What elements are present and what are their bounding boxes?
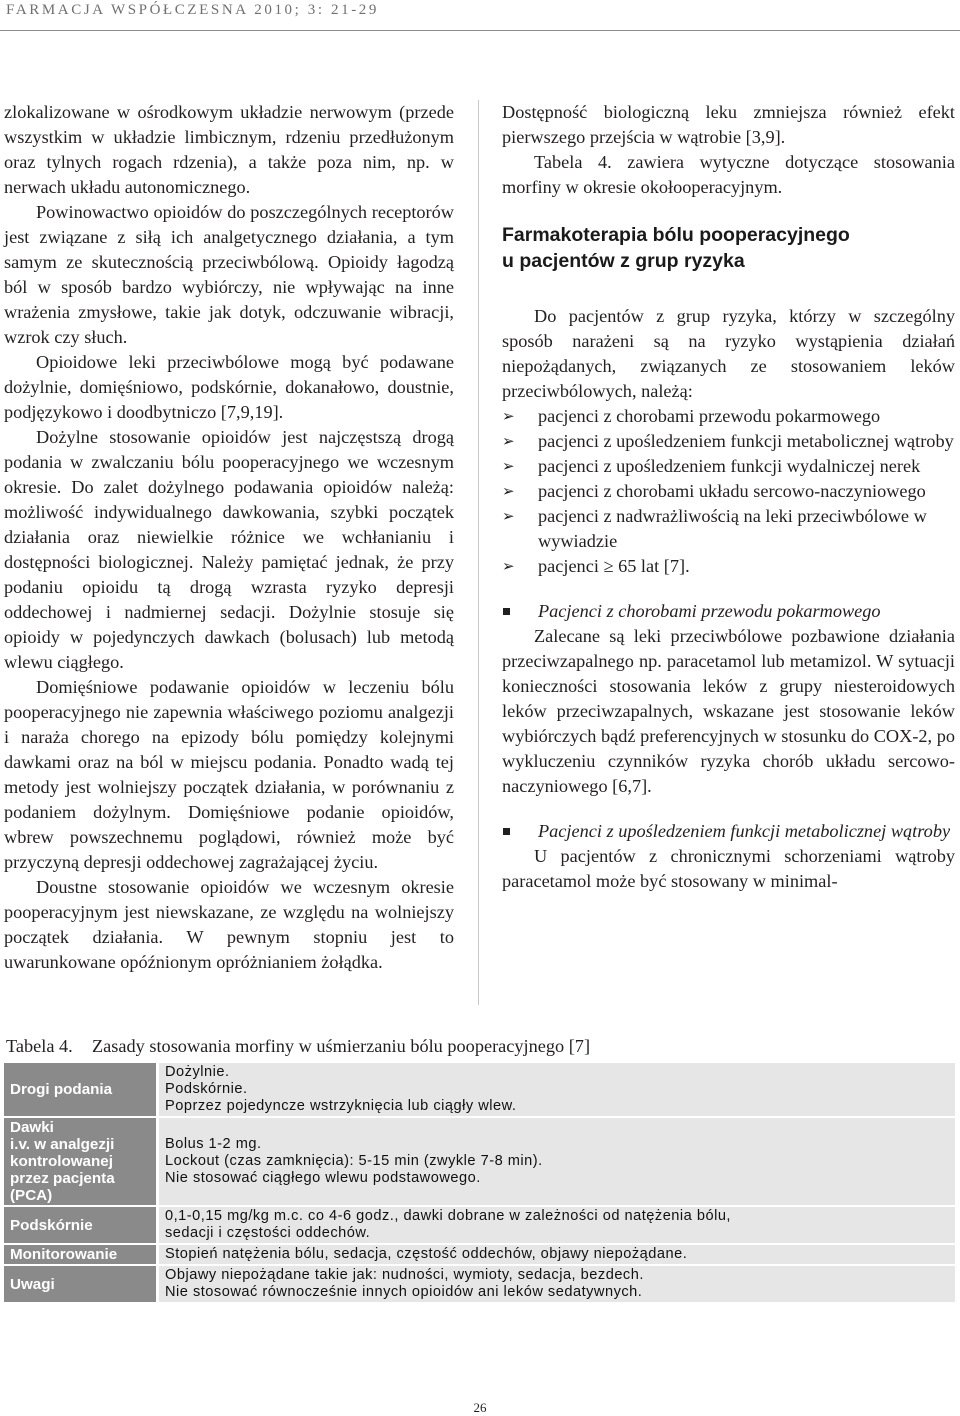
left-column: [4, 100, 454, 975]
body-paragraph: zlokalizowane w ośrodkowym układzie nerwowym (przede wszystkim w układzie limbicznym, rdzeniu przedłużonym oraz tylnych rogach rdzenia), a także poza nim, np. w nerwach układu autonomicznego.: [4, 102, 454, 197]
page-number: 26: [473, 1400, 487, 1415]
list-item-text: pacjenci z chorobami układu sercowo-naczyniowego: [538, 481, 926, 501]
list-item-text: pacjenci ≥ 65 lat [7].: [538, 556, 690, 576]
section-title: [502, 222, 955, 274]
row-value: [158, 1063, 956, 1117]
row-value-line: 0,1-0,15 mg/kg m.c. co 4-6 godz., dawki dobrane w zależności od natężenia bólu,: [165, 1208, 731, 1224]
row-label-line: i.v. w analgezji: [10, 1136, 115, 1153]
morphine-table: [4, 1063, 955, 1304]
row-value: [158, 1206, 956, 1244]
list-item: [502, 429, 955, 454]
journal-header: FARMACJA WSPÓŁCZESNA 2010; 3: 21-29: [6, 2, 379, 18]
body-paragraph: Powinowactwo opioidów do poszczególnych receptorów jest związane z siłą ich analgetycznego działania, a tym samym ze skutecznością przeciwbólową. Opioidy łagodzą ból w sposób bardzo wybiórczy, nie wpływając na inne wrażenia zmysłowe, takie jak dotyk, odczuwanie wibracji, wzrok czy słuch.: [4, 202, 454, 347]
row-label-line: kontrolowanej: [10, 1153, 113, 1170]
table-row: [4, 1206, 955, 1244]
list-item-text: pacjenci z chorobami przewodu pokarmowego: [538, 406, 881, 426]
body-paragraph: Dożylne stosowanie opioidów jest najczęstszą drogą podania w zwalczaniu bólu pooperacyjnego we wczesnym okresie. Do zalet dożylnego podawania opioidów należą: możliwość indywidualnego dawkowania, szybki początek działania oraz niewielkie różnice we wchłanianiu i dostępności biologicznej. Należy pamiętać jednak, że przy podaniu opioidu tą drogą wzrasta ryzyko depresji oddechowej i nadmiernej sedacji. Dożylnie stosuje się opioidy w pojedynczych dawkach (bolusach) lub metodą wlewu ciągłego.: [4, 427, 454, 672]
body-paragraph: Dostępność biologiczną leku zmniejsza również efekt pierwszego przejścia w wątrobie [3,9].: [502, 102, 955, 147]
table-row: [4, 1265, 955, 1303]
row-label-line: Monitorowanie: [10, 1246, 118, 1263]
row-label: [4, 1206, 158, 1244]
list-item: [502, 404, 955, 429]
row-value: [158, 1265, 956, 1303]
subsection-paragraph: Zalecane są leki przeciwbólowe pozbawione działania przeciwzapalnego np. paracetamol lub metamizol. W sytuacji konieczności stosowania leków z grupy niesteroidowych leków przeciwzapalnych, wskazane jest stosowanie leków wybiórczych bądź preferencyjnych w stosunku do COX-2, po wykluczeniu czynników ryzyka chorób układu sercowo-naczyniowego [6,7].: [502, 626, 955, 796]
table-row: [4, 1117, 955, 1206]
list-item-text: pacjenci z upośledzeniem funkcji wydalniczej nerek: [538, 456, 921, 476]
list-item: [502, 504, 955, 554]
arrow-bullet-icon: ➢: [502, 482, 515, 500]
square-bullet-icon: [503, 828, 510, 835]
subsection-title: Pacjenci z chorobami przewodu pokarmowego: [538, 601, 881, 621]
row-label: [4, 1244, 158, 1265]
row-label-line: przez pacjenta: [10, 1170, 115, 1187]
row-value-line: Dożylnie.: [165, 1064, 230, 1080]
body-paragraph: Tabela 4. zawiera wytyczne dotyczące stosowania morfiny w okresie okołooperacyjnym.: [502, 152, 955, 197]
arrow-bullet-icon: ➢: [502, 457, 515, 475]
row-value-line: Podskórnie.: [165, 1081, 248, 1097]
list-item: [502, 479, 955, 504]
subsection-title: Pacjenci z upośledzeniem funkcji metabolicznej wątroby: [538, 821, 951, 841]
row-label-line: Drogi podania: [10, 1081, 113, 1098]
row-label: [4, 1265, 158, 1303]
row-value-line: sedacji i częstości oddechów.: [165, 1225, 371, 1241]
table-caption-text: Zasady stosowania morfiny w uśmierzaniu bólu pooperacyjnego [7]: [92, 1036, 591, 1056]
table-caption: [6, 1034, 590, 1058]
row-value-line: Lockout (czas zamknięcia): 5-15 min (zwykle 7-8 min).: [165, 1153, 543, 1169]
list-item-text: pacjenci z nadwrażliwością na leki przeciwbólowe w wywiadzie: [538, 506, 927, 551]
row-value-line: Nie stosować ciągłego wlewu podstawowego.: [165, 1170, 481, 1186]
row-label-line: Podskórnie: [10, 1216, 93, 1234]
subsection-paragraph: U pacjentów z chronicznymi schorzeniami wątroby paracetamol może być stosowany w minimal-: [502, 846, 955, 891]
right-column: [502, 100, 955, 894]
body-paragraph: Doustne stosowanie opioidów we wczesnym okresie pooperacyjnym jest niewskazane, ze względu na wolniejszy początek działania. W pewnym stopniu jest to uwarunkowane opóźnionym opróżnianiem żołądka.: [4, 877, 454, 972]
arrow-bullet-icon: ➢: [502, 557, 515, 575]
section-title-line: Farmakoterapia bólu pooperacyjnego: [502, 224, 850, 246]
table-row: [4, 1244, 955, 1265]
list-item-text: pacjenci z upośledzeniem funkcji metabolicznej wątroby: [538, 431, 954, 451]
table-row: [4, 1063, 955, 1117]
row-label: [4, 1063, 158, 1117]
row-label-line: Uwagi: [10, 1275, 55, 1293]
column-divider: [478, 100, 479, 1005]
row-label-line: (PCA): [10, 1187, 53, 1204]
risk-groups-list: [502, 404, 955, 579]
table-caption-number: Tabela 4.: [6, 1036, 73, 1056]
subsection-heading: [502, 819, 955, 844]
row-value-line: Nie stosować równocześnie innych opioidów ani leków sedatywnych.: [165, 1284, 643, 1300]
body-paragraph: Domięśniowe podawanie opioidów w leczeniu bólu pooperacyjnego nie zapewnia właściwego poziomu analgezji i naraża chorego na epizody bólu pomiędzy kolejnymi dawkami oraz na ból w miejscu podania. Ponadto wadą tej metody jest wolniejszy początek działania, w porównaniu z podaniem dożylnym. Domięśniowe podanie opioidów, wbrew powszechnemu poglądowi, również może być przyczyną depresji oddechowej zagrażającej życiu.: [4, 677, 454, 872]
section-title-line: u pacjentów z grup ryzyka: [502, 250, 745, 272]
row-label-line: Dawki: [10, 1119, 54, 1136]
body-paragraph: Opioidowe leki przeciwbólowe mogą być podawane dożylnie, domięśniowo, podskórnie, dokanałowo, doustnie, podjęzykowo i doodbytniczo [7,9,19].: [4, 352, 454, 422]
arrow-bullet-icon: ➢: [502, 432, 515, 450]
right-intro: [502, 100, 955, 200]
header-rule: [0, 30, 960, 31]
row-value-line: Objawy niepożądane takie jak: nudności, wymioty, sedacja, bezdech.: [165, 1267, 644, 1283]
square-bullet-icon: [503, 608, 510, 615]
row-label: [4, 1117, 158, 1206]
arrow-bullet-icon: ➢: [502, 407, 515, 425]
list-item: [502, 554, 955, 579]
row-value: [158, 1117, 956, 1206]
row-value-line: Stopień natężenia bólu, sedacja, częstość oddechów, objawy niepożądane.: [165, 1246, 688, 1262]
row-value-line: Bolus 1-2 mg.: [165, 1136, 262, 1152]
row-value: [158, 1244, 956, 1265]
risk-intro-paragraph: Do pacjentów z grup ryzyka, którzy w szczególny sposób narażeni są na ryzyko wystąpienia działań niepożądanych, związanych ze stosowaniem leków przeciwbólowych, należą:: [502, 306, 955, 401]
subsection-heading: [502, 599, 955, 624]
arrow-bullet-icon: ➢: [502, 507, 515, 525]
list-item: [502, 454, 955, 479]
row-value-line: Poprzez pojedyncze wstrzyknięcia lub ciągły wlew.: [165, 1098, 517, 1114]
